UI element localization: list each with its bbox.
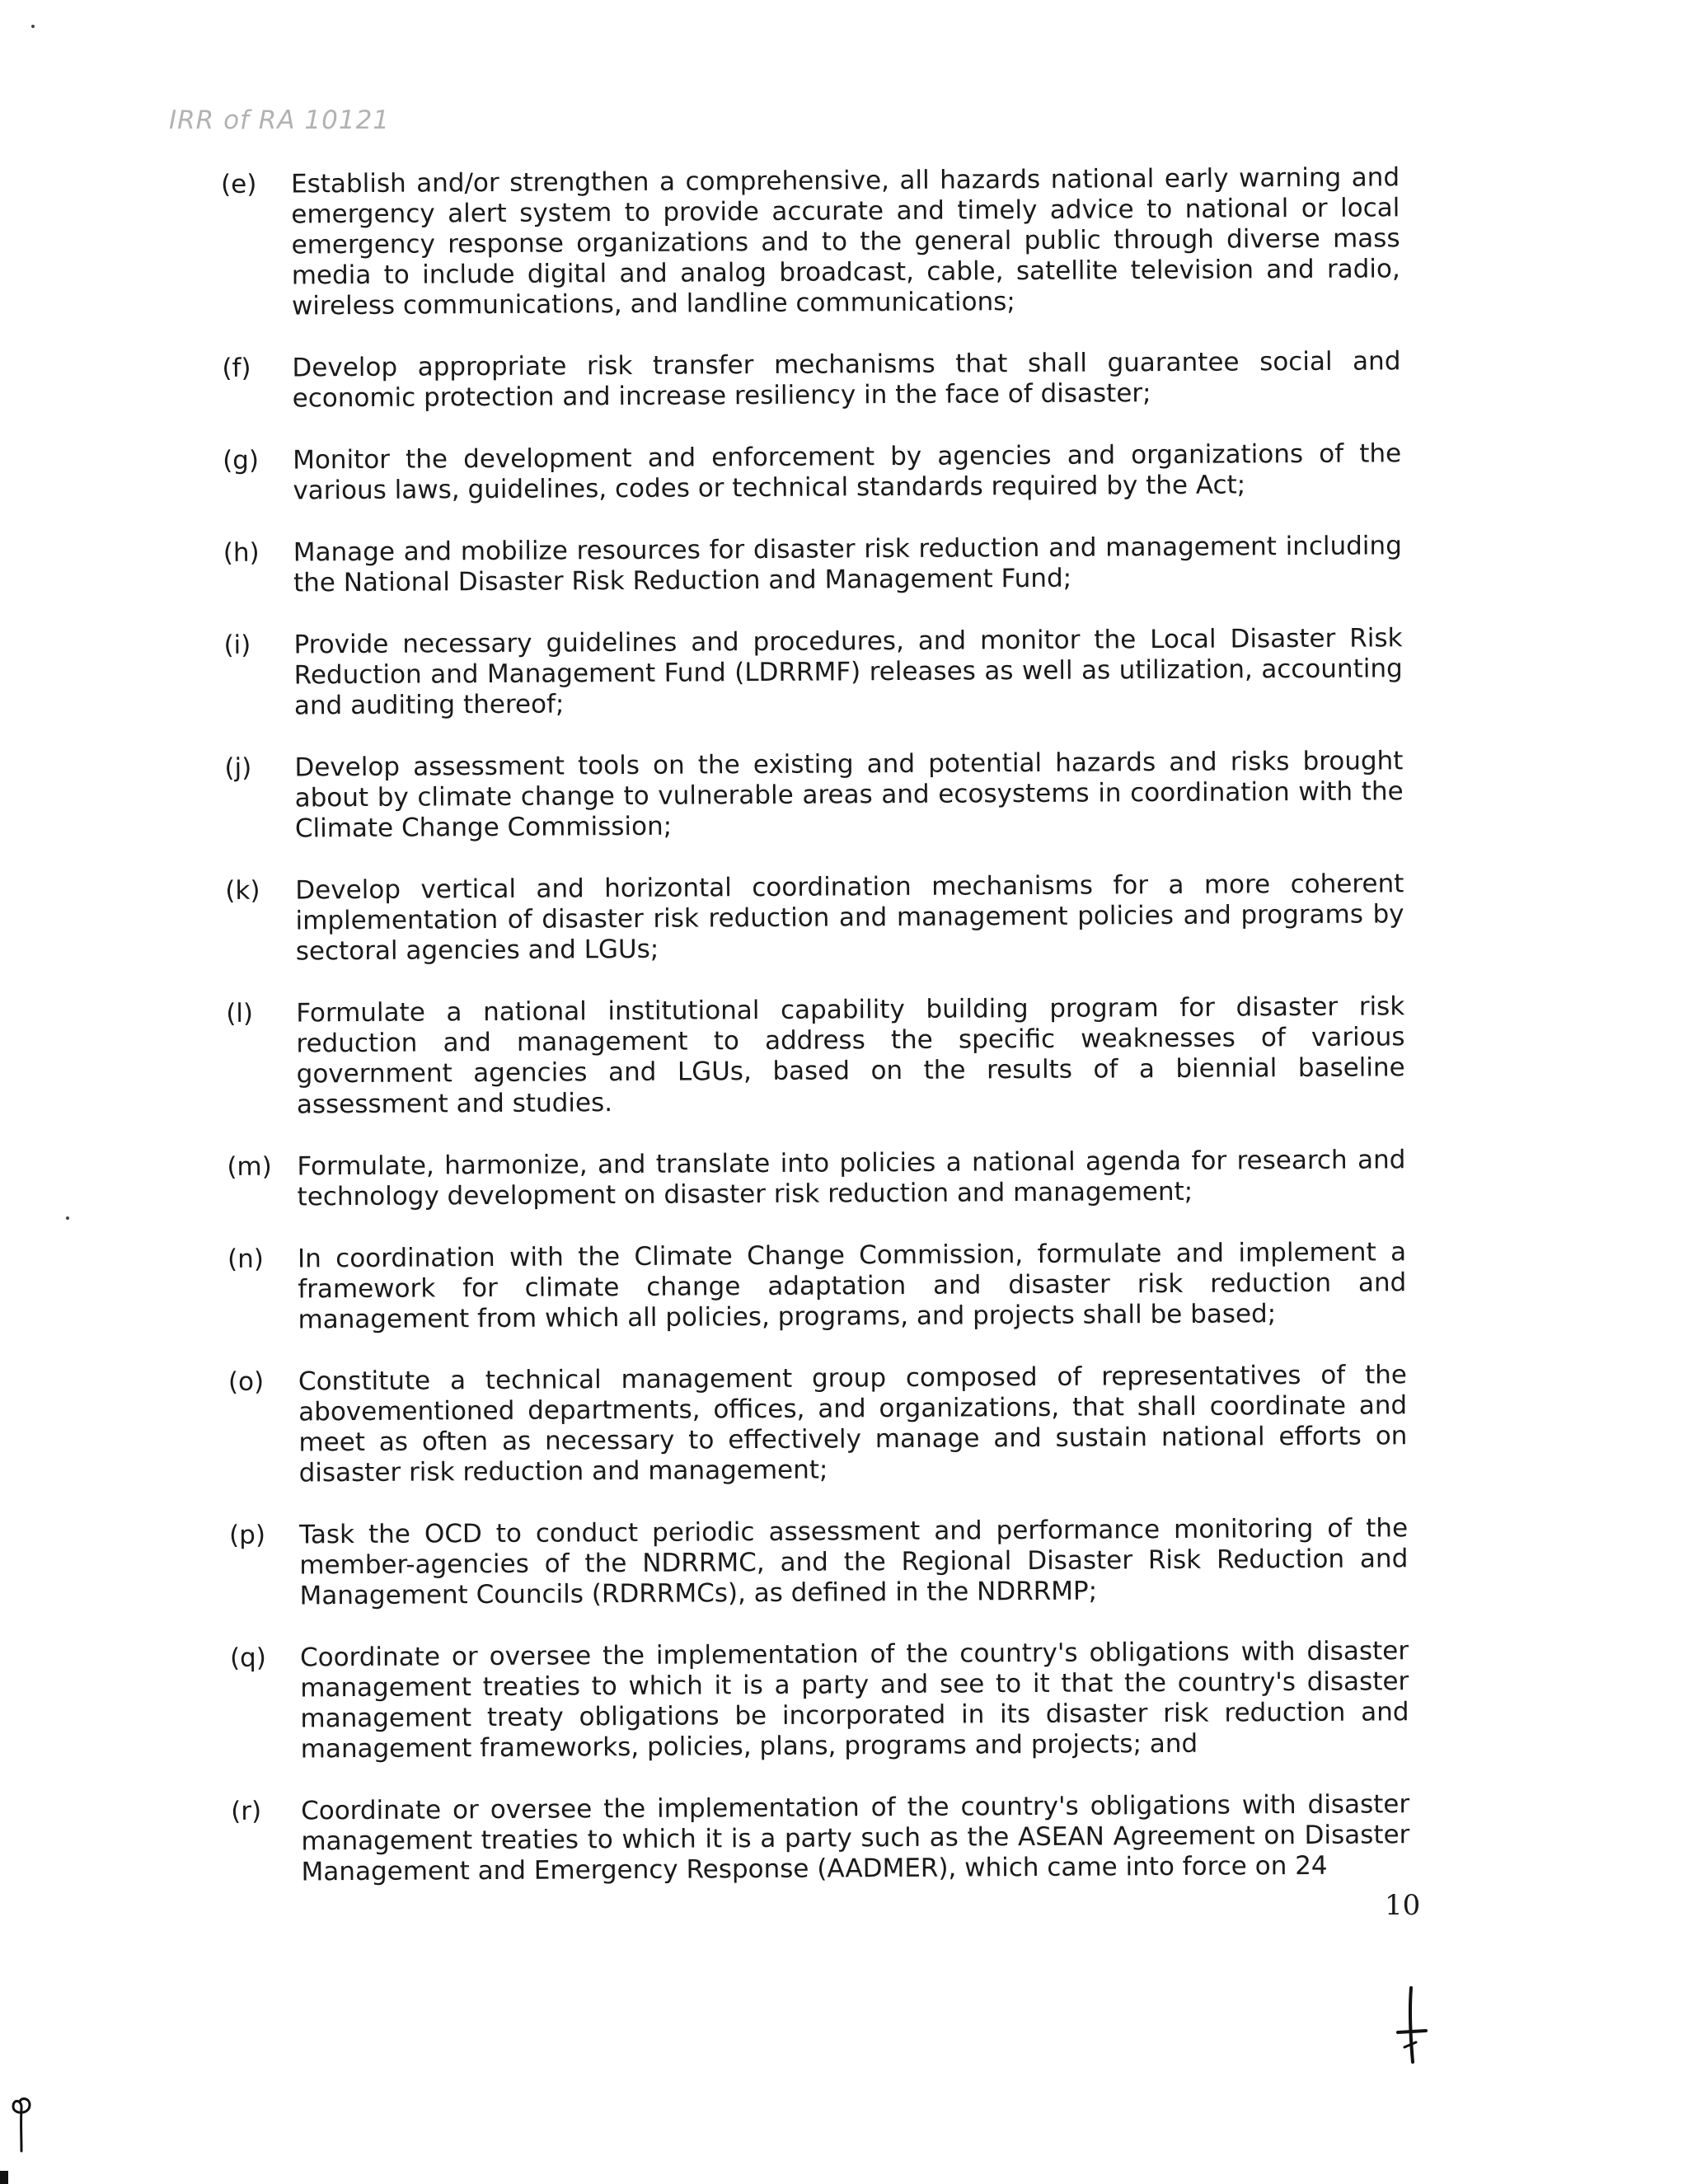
item-label: (e): [221, 169, 257, 199]
item-label: (j): [224, 752, 252, 783]
item-text: Coordinate or oversee the implementation of the country's obligations with disaster management treaties to which it is a party and see to it that the country's disaster management treaty obligations be incorporated in its disaster risk reduction and management frameworks, policies, plans, programs and projects; and: [299, 1636, 1409, 1765]
item-label: (h): [223, 537, 260, 568]
list-item: [225, 869, 1404, 968]
scan-speck: [66, 1216, 69, 1220]
item-text: In coordination with the Climate Change Commission, formulate and implement a framework for climate change adaptation and disaster risk reduction and management from which all policies, programs, and projects shall be based;: [297, 1237, 1407, 1335]
item-text: Formulate a national institutional capability building program for disaster risk reduction and management to address the specific weaknesses of various government agencies and LGUs, based on the results of a biennial baseline assessment and studies.: [296, 991, 1405, 1120]
page-number: 10: [1385, 1889, 1421, 1922]
document-header-tag: IRR of RA 10121: [169, 105, 391, 135]
list-item: [222, 346, 1400, 415]
list-item: [227, 1237, 1407, 1336]
item-text: Establish and/or strengthen a comprehensive, all hazards national early warning and emergency alert system to provide accurate and timely advice to national or local emergency response organizations and to the general public through diverse mass media to include digital and analog broadcast, cable, satellite television and radio, wireless communications, and landline communications;: [290, 162, 1400, 321]
list-item: [223, 531, 1402, 599]
item-label: (m): [227, 1151, 272, 1182]
item-label: (l): [226, 998, 254, 1029]
item-label: (k): [225, 875, 260, 906]
item-text: Formulate, harmonize, and translate into policies a national agenda for research and technology development on disaster risk reduction and management;: [297, 1145, 1406, 1212]
item-label: (g): [223, 445, 260, 476]
item-text: Provide necessary guidelines and procedures, and monitor the Local Disaster Risk Reduction and Management Fund (LDRRMF) releases as well as utilization, accounting and auditing thereof;: [293, 623, 1403, 721]
list-item: [229, 1513, 1409, 1612]
item-text: Monitor the development and enforcement by agencies and organizations of the various laws, guidelines, codes or technical standards required by the Act;: [293, 438, 1402, 506]
handwritten-initial-mark: [1393, 1985, 1431, 2067]
list-item: [224, 746, 1404, 845]
list-item: [226, 991, 1405, 1121]
item-label: (p): [229, 1520, 266, 1550]
item-label: (r): [231, 1796, 262, 1826]
item-text: Develop vertical and horizontal coordination mechanisms for a more coherent implementation of disaster risk reduction and management policies and programs by sectoral agencies and LGUs;: [295, 869, 1404, 967]
provisions-list: [221, 162, 1410, 1919]
item-text: Coordinate or oversee the implementation of the country's obligations with disaster management treaties to which it is a party such as the ASEAN Agreement on Disaster Management and Emergency Response (AADMER), which came into force on 24: [301, 1789, 1410, 1887]
handwritten-page-mark: [7, 2093, 36, 2153]
list-item: [227, 1145, 1405, 1213]
list-item: [223, 623, 1403, 722]
item-label: (i): [223, 630, 251, 660]
item-text: Constitute a technical management group composed of representatives of the abovementioned departments, offices, and organizations, that shall coordinate and meet as often as necessary to effectively manage and sustain national efforts on disaster risk reduction and management;: [298, 1360, 1408, 1488]
item-label: (f): [222, 353, 251, 383]
item-text: Manage and mobilize resources for disaster risk reduction and management including the National Disaster Risk Reduction and Management Fund;: [293, 531, 1402, 598]
item-label: (q): [229, 1643, 267, 1673]
list-item: [221, 162, 1400, 322]
item-label: (o): [227, 1366, 265, 1397]
list-item: [230, 1636, 1409, 1765]
item-text: Develop appropriate risk transfer mechanisms that shall guarantee social and economic protection and increase resiliency in the face of disaster;: [292, 346, 1401, 414]
item-label: (n): [227, 1244, 265, 1274]
item-text: Task the OCD to conduct periodic assessment and performance monitoring of the member-agencies of the NDRRMC, and the Regional Disaster Risk Reduction and Management Councils (RDRRMCs), as defined in the NDRRMP;: [299, 1513, 1409, 1611]
list-item: [228, 1360, 1408, 1489]
list-item: [223, 438, 1401, 507]
item-text: Develop assessment tools on the existing and potential hazards and risks brought about by climate change to vulnerable areas and ecosystems in coordination with the Climate Change Commission;: [294, 746, 1404, 844]
scan-speck: [31, 25, 35, 28]
scan-edge-mark: [0, 2171, 8, 2184]
list-item: [231, 1789, 1410, 1888]
